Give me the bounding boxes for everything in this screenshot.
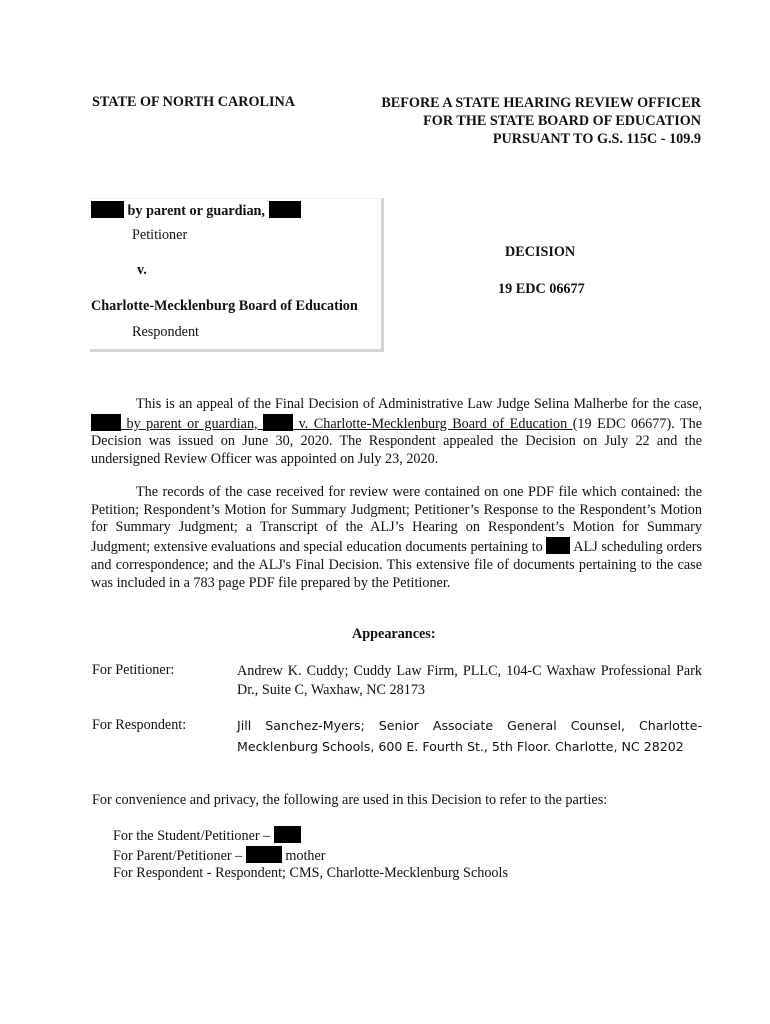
party-parent-label: For Parent/Petitioner – bbox=[113, 847, 246, 864]
tribunal-line-3: PURSUANT TO G.S. 115C - 109.9 bbox=[492, 131, 701, 147]
respondent-counsel-text: Jill Sanchez-Myers; Senior Associate General Counsel, Charlotte-Mecklenburg Schools, 600 E. Fourth St., 5th Floor. Charlotte, NC 28202 bbox=[237, 718, 702, 754]
redaction-bar bbox=[546, 537, 570, 554]
paragraph-records bbox=[91, 484, 702, 592]
redaction-bar bbox=[269, 201, 301, 218]
tribunal-line-2: FOR THE STATE BOARD OF EDUCATION bbox=[423, 113, 701, 129]
caption-respondent-role: Respondent bbox=[132, 324, 199, 340]
parties-intro: For convenience and privacy, the following are used in this Decision to refer to the parties: bbox=[92, 792, 608, 808]
party-student-line bbox=[113, 826, 508, 846]
caption-petitioner-line bbox=[91, 201, 301, 220]
case-name-underlined-1: by parent or guardian, bbox=[121, 415, 264, 432]
tribunal-line-1: BEFORE A STATE HEARING REVIEW OFFICER bbox=[381, 95, 701, 111]
party-respondent-line: For Respondent - Respondent; CMS, Charlotte-Mecklenburg Schools bbox=[113, 865, 508, 881]
case-name-underlined-2: v. Charlotte-Mecklenburg Board of Education bbox=[293, 415, 573, 432]
paragraph-appeal-text-2: (19 EDC 06677). The Decision was issued on June 30, 2020. The Respondent appealed the Decision on July 22 and the undersigned Review Officer was appointed on July 23, 2020. bbox=[91, 415, 703, 468]
paragraph-records-text-1: The records of the case received for review were contained on one PDF file which contained: the Petition; Respondent’s Motion for Summary Judgment; Petitioner’s Response to the Respondent’s Motion for Summary Judgment; a Transcript of the ALJ’s Hearing on Respondent’s Motion for Summary Judgment; extensive evaluations and special education documents pertaining to bbox=[91, 484, 702, 556]
tribunal-heading bbox=[356, 94, 701, 148]
party-parent-suffix: mother bbox=[281, 847, 326, 864]
paragraph-appeal bbox=[91, 396, 702, 469]
decision-title: DECISION bbox=[505, 244, 576, 260]
caption-respondent-name: Charlotte-Mecklenburg Board of Education bbox=[91, 298, 358, 314]
caption-petitioner-role: Petitioner bbox=[132, 227, 188, 243]
party-parent-line bbox=[113, 846, 508, 866]
jurisdiction-heading: STATE OF NORTH CAROLINA bbox=[92, 94, 296, 110]
redaction-bar bbox=[246, 846, 282, 863]
petitioner-counsel-text: Andrew K. Cuddy; Cuddy Law Firm, PLLC, 104-C Waxhaw Professional Park Dr., Suite C, Waxhaw, NC 28173 bbox=[237, 663, 702, 698]
redaction-bar bbox=[91, 414, 121, 431]
party-student-label: For the Student/Petitioner – bbox=[113, 828, 274, 844]
paragraph-appeal-text-1: This is an appeal of the Final Decision of Administrative Law Judge Selina Malherbe for the case, bbox=[136, 396, 702, 412]
caption-versus: v. bbox=[137, 262, 147, 278]
appearances-heading: Appearances: bbox=[352, 626, 436, 642]
case-number: 19 EDC 06677 bbox=[498, 281, 585, 297]
redaction-bar bbox=[274, 826, 301, 843]
petitioner-counsel-label: For Petitioner: bbox=[92, 662, 175, 678]
paragraph-records-text-2: ALJ scheduling orders and correspondence; and the ALJ's Final Decision. This extensive file of documents pertaining to the case was included in a 783 page PDF file prepared by the Petitioner. bbox=[91, 539, 702, 591]
redaction-bar bbox=[263, 414, 293, 431]
redaction-bar bbox=[91, 201, 124, 218]
respondent-counsel-label: For Respondent: bbox=[92, 717, 187, 733]
caption-by-parent: by parent or guardian, bbox=[127, 203, 265, 219]
parties-list bbox=[113, 826, 508, 883]
